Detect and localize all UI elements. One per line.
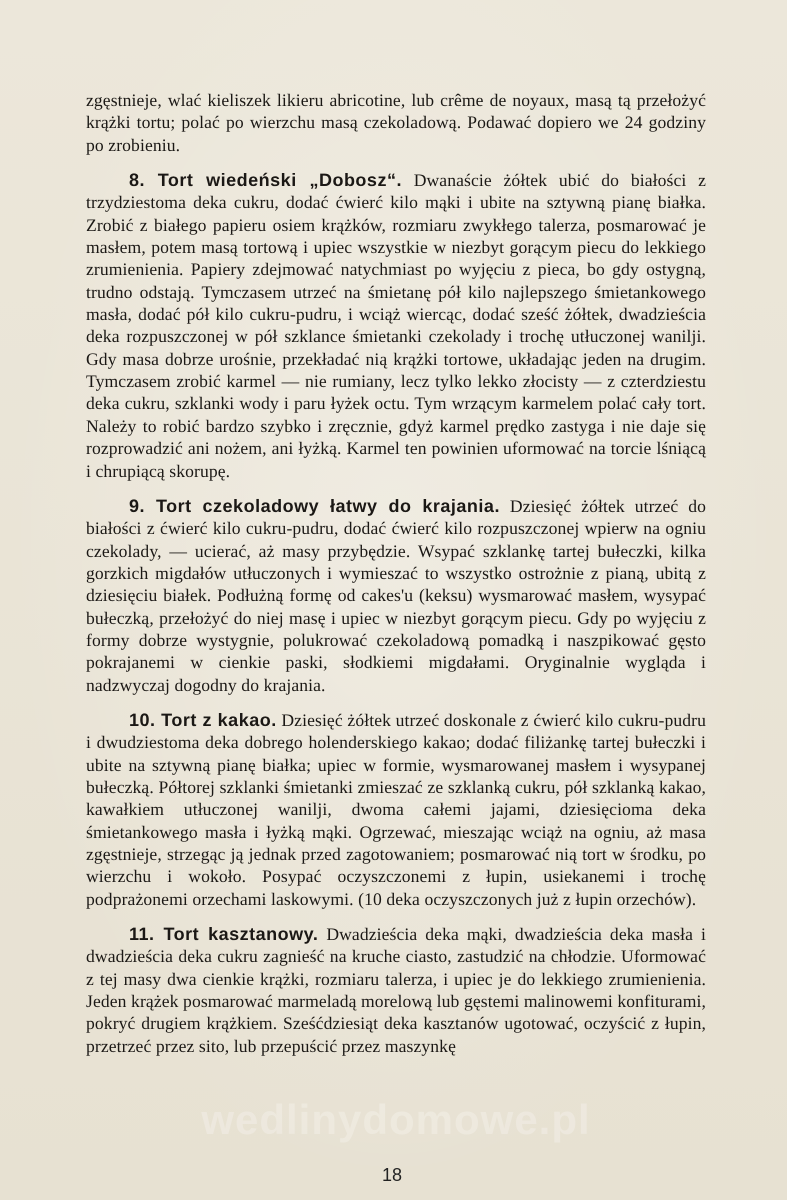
recipe-text-8: Dwanaście żółtek ubić do białości z trzydziestoma deka cukru, dodać ćwierć kilo mąki i ubite na sztywną pianę białka. Zrobić z białego papieru osiem krążków, rozmiaru zwykłego talerza, posmarować je masłem, potem masą tortową i upiec wszystkie w niezbyt gorącym piecu do lekkiego zrumienienia. Papiery zdejmować natychmiast po wyjęciu z pieca, bo gdy ostygną, trudno odstają. Tymczasem utrzeć na śmietanę pół kilo najlepszego śmietankowego masła, dodać pół kilo cukru-pudru, i wciąż wiercąc, dodać sześć żółtek, dwadzieścia deka rozpuszczonej w pół szklance śmietanki czekolady i trochę utłuczonej wanilji. Gdy masa dobrze urośnie, przekładać nią krążki tortowe, układając jeden na drugim. Tymczasem zrobić karmel — nie rumiany, lecz tylko lekko złocisty — z czterdziestu deka cukru, szklanki wody i paru łyżek octu. Tym wrzącym karmelem polać cały tort. Należy to robić bardzo szybko i zręcznie, gdyż karmel prędko zastyga i nie daje się rozprowadzić ani nożem, ani łyżką. Karmel ten powinien uformować na torcie lśniącą i chrupiącą skorupę. bbox=[86, 170, 707, 481]
recipe-text-9: Dziesięć żółtek utrzeć do białości z ćwierć kilo cukru-pudru, dodać ćwierć kilo rozpuszczonej wpierw na ogniu czekolady, — ucierać, aż masy przybędzie. Wsypać szklankę tartej bułeczki, kilka gorzkich migdałów utłuczonych i wymieszać to wszystko ostrożnie z pianą, ubitą z dziesięciu białek. Podłużną formę od cakes'u (keksu) wysmarować masłem, wysypać bułeczką, przełożyć do niej masę i upiec w niezbyt gorącym piecu. Gdy po wyjęciu z formy dobrze wystygnie, polukrować czekoladową pomadką i naszpikować gęsto pokrajanemi w cienkie paski, słodkiemi migdałami. Oryginalnie wygląda i nadzwyczaj dogodny do krajania. bbox=[86, 495, 707, 695]
recipe-9 bbox=[86, 495, 706, 696]
recipe-title-9: 9. Tort czekoladowy łatwy do krajania. bbox=[129, 495, 500, 516]
page-number: 18 bbox=[381, 1165, 403, 1185]
recipe-11 bbox=[86, 923, 706, 1057]
recipe-text-11: Dwadzieścia deka mąki, dwadzieścia deka masła i dwadzieścia deka cukru zagnieść na kruche ciasto, zastudzić na chłodzie. Uformować z tej masy dwa cienkie krążki, rozmiaru talerza, i upiec je do lekkiego zrumienienia. Jeden krążek posmarować marmeladą morelową lub gęstemi malinowemi konfiturami, pokryć drugiem krążkiem. Sześćdziesiąt deka kasztanów ugotować, oczyścić z łupin, przetrzeć przez sito, lub przepuścić przez maszynkę bbox=[86, 924, 707, 1056]
watermark: wedlinydomowe.pl bbox=[201, 1096, 591, 1143]
recipe-title-8: 8. Tort wiedeński „Dobosz“. bbox=[129, 170, 402, 191]
recipe-title-11: 11. Tort kasztanowy. bbox=[129, 924, 319, 945]
recipe-10 bbox=[86, 709, 706, 910]
recipe-8 bbox=[86, 169, 706, 482]
paragraph-text: zgęstnieje, wlać kieliszek likieru abricotine, lub crême de noyaux, masą tą przełożyć krążki tortu; polać po wierzchu masą czekoladową. Podawać dopiero we 24 godziny po zrobieniu. bbox=[86, 90, 706, 155]
paragraph-continuation bbox=[86, 89, 706, 156]
recipe-text-10: Dziesięć żółtek utrzeć doskonale z ćwierć kilo cukru-pudru i dwudziestoma deka dobrego holenderskiego kakao; dodać filiżankę tartej bułeczki i ubite na sztywną pianę białka; upiec w formie, wysmarowanej masłem i wysypanej bułeczką. Półtorej szklanki śmietanki zmieszać ze szklanką cukru, pół szklanką kakao, kawałkiem utłuczonej wanilji, dwoma całemi jajami, dziesięcioma deka śmietankowego masła i łyżką mąki. Ogrzewać, mieszając wciąż na ogniu, aż masa zgęstnieje, strzegąc ją jednak przed zagotowaniem; posmarować nią tort w środku, po wierzchu i wokoło. Posypać oczyszczonemi z łupin, usiekanemi i trochę podprażonemi orzechami laskowymi. (10 deka oczyszczonych już z łupin orzechów). bbox=[86, 709, 706, 909]
recipe-text-block bbox=[86, 89, 706, 1057]
recipe-title-10: 10. Tort z kakao. bbox=[129, 709, 277, 730]
